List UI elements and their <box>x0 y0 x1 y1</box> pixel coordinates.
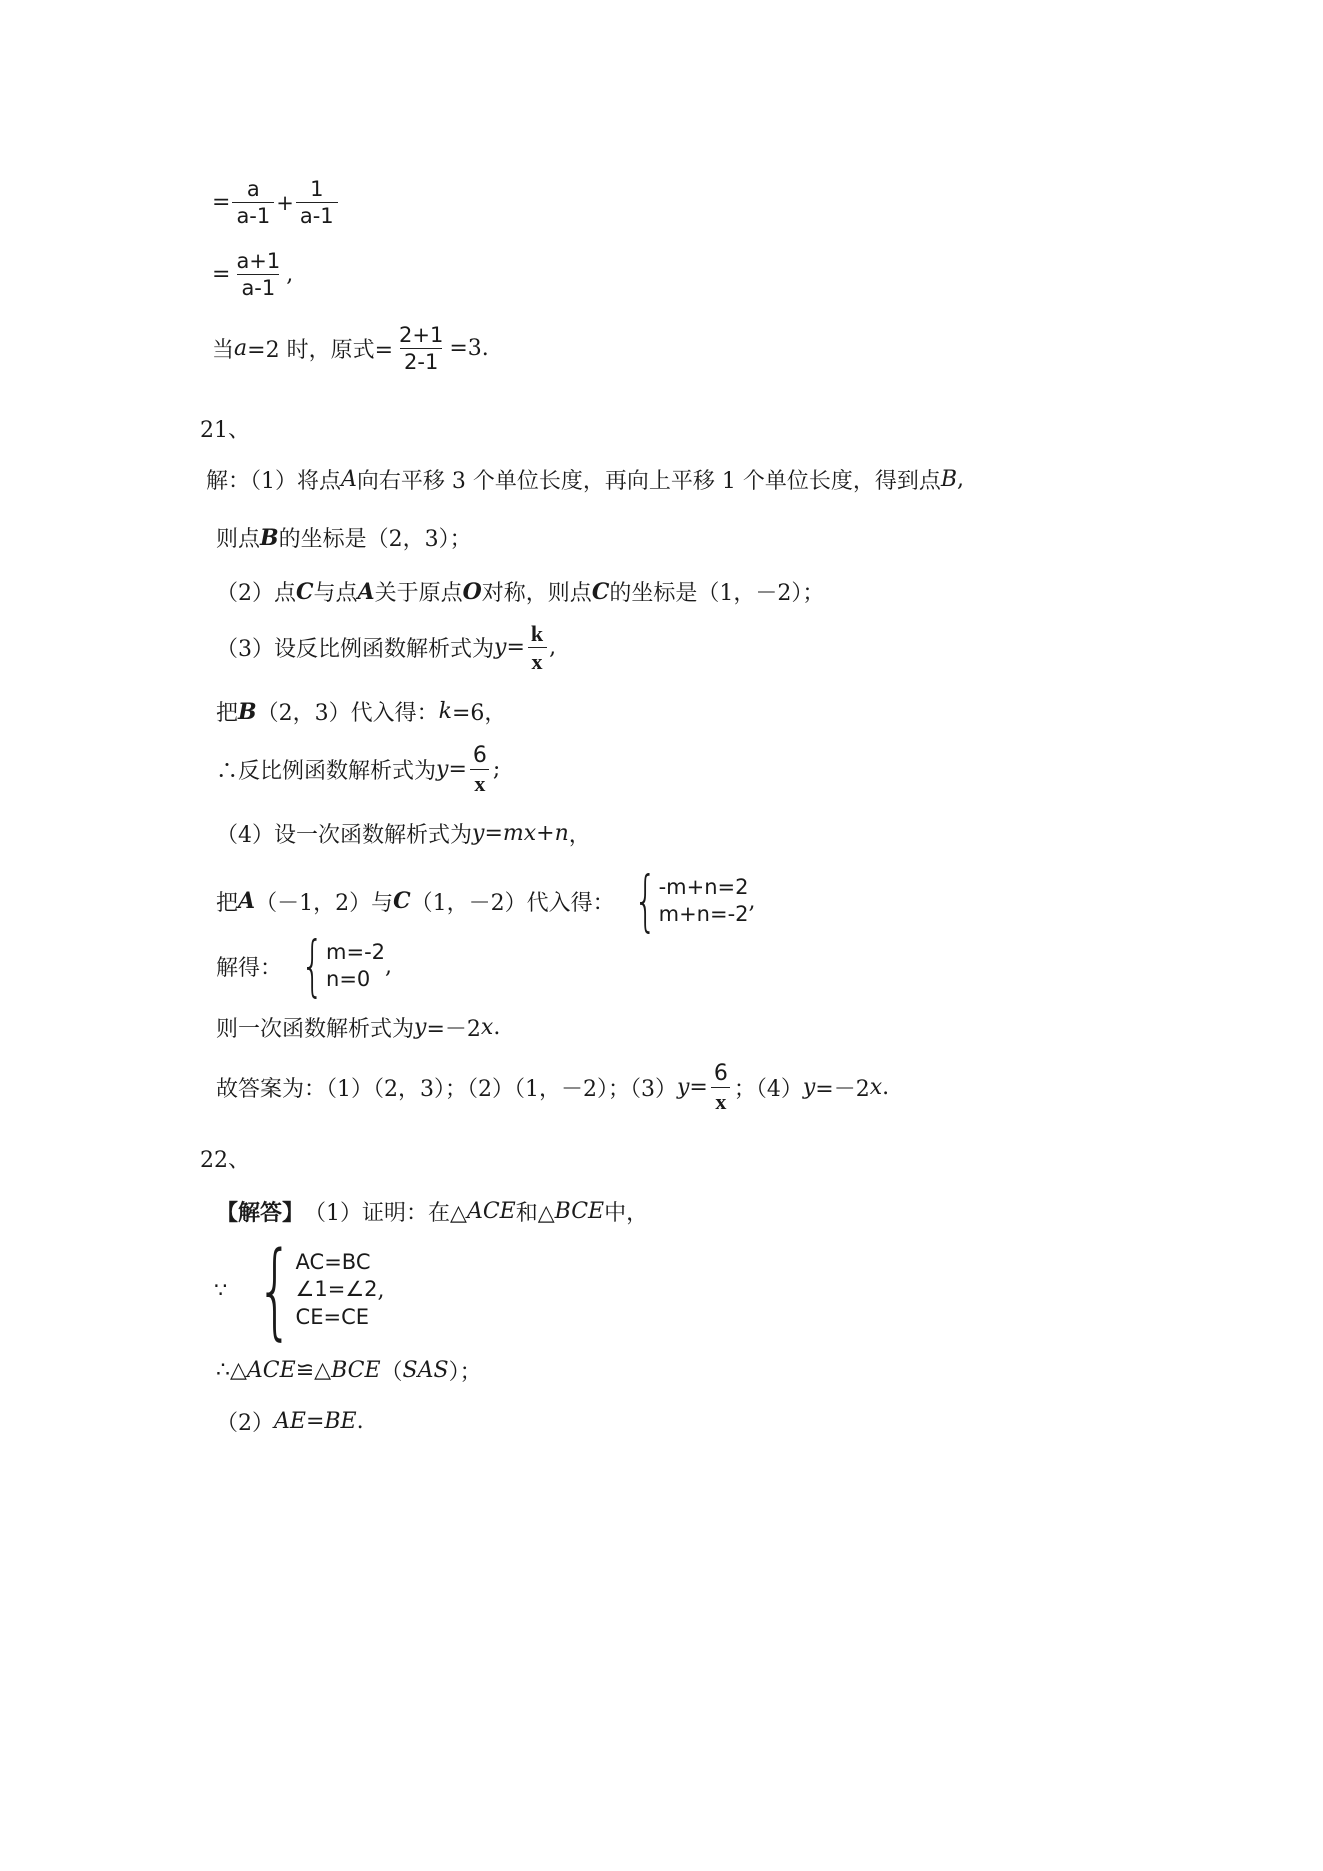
text: 和△ <box>515 1201 555 1226</box>
left-brace-icon: { <box>300 927 325 1004</box>
text: . <box>882 1075 890 1101</box>
text: ， <box>568 823 591 848</box>
variable: y <box>414 1015 427 1040</box>
variable: AE <box>274 1409 306 1434</box>
text: = <box>689 1075 708 1101</box>
text: ；（4） <box>733 1077 803 1103</box>
denominator: 2-1 <box>400 348 442 373</box>
text: （－1，2）与 <box>255 890 394 916</box>
denominator: a-1 <box>237 274 279 299</box>
text: . <box>356 1409 364 1434</box>
text: =2 时，原式= <box>247 338 393 364</box>
text: （2）点 <box>216 581 296 606</box>
variable: B <box>238 698 257 725</box>
equation-system <box>227 1229 378 1351</box>
equation: n=0 <box>326 967 371 991</box>
fraction <box>232 178 274 227</box>
text: 故答案为：（1）（2，3）；（2）（1，－2）；（3） <box>216 1077 677 1103</box>
variable: C <box>591 578 610 605</box>
text: ∴反比例函数解析式为 <box>216 759 437 785</box>
solution-line <box>216 1355 482 1386</box>
equation: ∠1=∠2 <box>295 1277 378 1302</box>
variable: B <box>260 524 279 551</box>
left-brace-icon: { <box>257 1229 294 1351</box>
text: （3）设反比例函数解析式为 <box>216 637 494 663</box>
text: 中， <box>604 1201 649 1226</box>
solution-line <box>216 862 756 939</box>
variable: n <box>554 821 569 846</box>
solution-line <box>206 464 964 495</box>
solution-line <box>216 696 506 727</box>
text: 把 <box>216 701 239 726</box>
variable: y <box>676 1075 690 1101</box>
text: （1）证明：在△ <box>304 1201 467 1226</box>
denominator: x <box>711 1087 730 1113</box>
variable: A <box>341 467 357 492</box>
numerator: 2+1 <box>399 323 444 347</box>
formula-line-2 <box>212 250 293 299</box>
question-number-21: 21、 <box>200 418 250 443</box>
solution-line <box>216 622 556 673</box>
text: =－2 <box>426 1017 481 1042</box>
text: 向右平移 3 个单位长度，再向上平移 1 个单位长度，得到点 <box>356 469 941 494</box>
numerator: 1 <box>310 177 324 201</box>
numerator: 6 <box>472 743 487 768</box>
punctuation: , <box>377 1277 385 1303</box>
solution-line <box>214 1229 385 1351</box>
text: 把 <box>216 890 239 916</box>
punctuation: ; <box>492 757 501 783</box>
text: ∴△ <box>216 1358 247 1383</box>
fraction <box>710 1062 732 1113</box>
text: （2，3）代入得： <box>256 701 439 726</box>
text: , <box>957 467 965 492</box>
question-number-22: 22、 <box>200 1148 250 1173</box>
variable: C <box>296 578 314 605</box>
solution-line <box>216 522 472 553</box>
text: 的坐标是（1，－2）； <box>609 581 825 606</box>
text: 对称，则点 <box>481 581 592 606</box>
denominator: a-1 <box>232 202 274 227</box>
solution-line <box>216 818 591 849</box>
fraction <box>527 622 547 673</box>
denominator: x <box>528 647 547 673</box>
text: = <box>448 757 467 783</box>
equation-system <box>615 862 749 939</box>
solution-line <box>216 1196 648 1227</box>
text: 的坐标是（2，3）； <box>278 527 472 552</box>
variable: SAS <box>402 1358 449 1383</box>
text: =6， <box>451 701 507 726</box>
punctuation: , <box>385 953 393 979</box>
punctuation: , <box>286 262 294 288</box>
numerator: a <box>246 177 260 201</box>
denominator: x <box>470 769 489 795</box>
text: 则一次函数解析式为 <box>216 1017 415 1042</box>
variable: y <box>472 821 485 846</box>
text: 解得： <box>216 955 283 981</box>
variable: a <box>234 336 248 362</box>
fraction <box>469 744 491 795</box>
solution-line <box>216 744 500 795</box>
text: （ <box>380 1360 403 1385</box>
text: = <box>305 1409 325 1434</box>
text: （1，－2）代入得： <box>410 890 615 916</box>
because-symbol: ∵ <box>214 1278 228 1302</box>
equation-system <box>282 927 386 1004</box>
answer-label: 【解答】 <box>216 1200 305 1226</box>
variable: x <box>480 1015 494 1040</box>
variable: B <box>940 467 958 492</box>
punctuation: , <box>748 888 756 914</box>
numerator: a+1 <box>236 249 281 273</box>
equation: CE=CE <box>295 1304 370 1329</box>
text: 当 <box>212 338 235 364</box>
fraction <box>232 250 284 299</box>
solution-line <box>216 927 393 1004</box>
variable: y <box>802 1075 816 1101</box>
solution-line <box>216 1406 364 1437</box>
text: ≌△ <box>295 1358 332 1383</box>
text: （4）设一次函数解析式为 <box>216 823 472 848</box>
denominator: a-1 <box>296 202 338 227</box>
text: = <box>484 821 503 846</box>
equals-sign: = <box>212 190 231 216</box>
equals-sign: = <box>212 262 231 288</box>
plus-sign: + <box>276 190 294 215</box>
text: . <box>493 1015 501 1040</box>
fraction <box>395 324 447 373</box>
variable: A <box>238 888 256 914</box>
equation: m+n=-2 <box>658 902 749 926</box>
solution-line <box>216 576 824 607</box>
formula-line-1 <box>212 178 340 227</box>
text: 关于原点 <box>374 581 463 606</box>
variable: A <box>357 578 375 605</box>
text: = <box>506 635 525 661</box>
numerator: k <box>530 621 544 646</box>
text: （2） <box>216 1411 274 1436</box>
text: 与点 <box>313 581 358 606</box>
variable: BCE <box>331 1358 381 1383</box>
variable: k <box>438 699 452 724</box>
variable: BE <box>324 1409 357 1434</box>
equation: -m+n=2 <box>658 874 749 899</box>
variable: BCE <box>554 1199 605 1224</box>
left-brace-icon: { <box>633 862 657 939</box>
variable: y <box>436 757 449 783</box>
variable: ACE <box>246 1358 296 1383</box>
formula-line-3 <box>212 324 489 373</box>
variable: C <box>393 888 411 914</box>
variable: y <box>494 635 507 661</box>
text: 解：（1）将点 <box>206 469 341 494</box>
text: ）； <box>448 1360 482 1385</box>
punctuation: , <box>549 635 557 661</box>
equation: AC=BC <box>295 1250 371 1275</box>
answer-line <box>216 1062 889 1113</box>
numerator: 6 <box>713 1061 728 1086</box>
solution-line <box>216 1012 500 1043</box>
variable: mx <box>502 821 537 846</box>
text: =－2 <box>815 1077 870 1103</box>
variable: x <box>869 1075 883 1101</box>
variable: ACE <box>466 1199 516 1224</box>
text: =3. <box>449 336 489 362</box>
equation: m=-2 <box>326 939 386 964</box>
variable: O <box>462 578 482 605</box>
fraction <box>296 178 338 227</box>
text: 则点 <box>216 527 261 552</box>
text: + <box>536 821 555 846</box>
